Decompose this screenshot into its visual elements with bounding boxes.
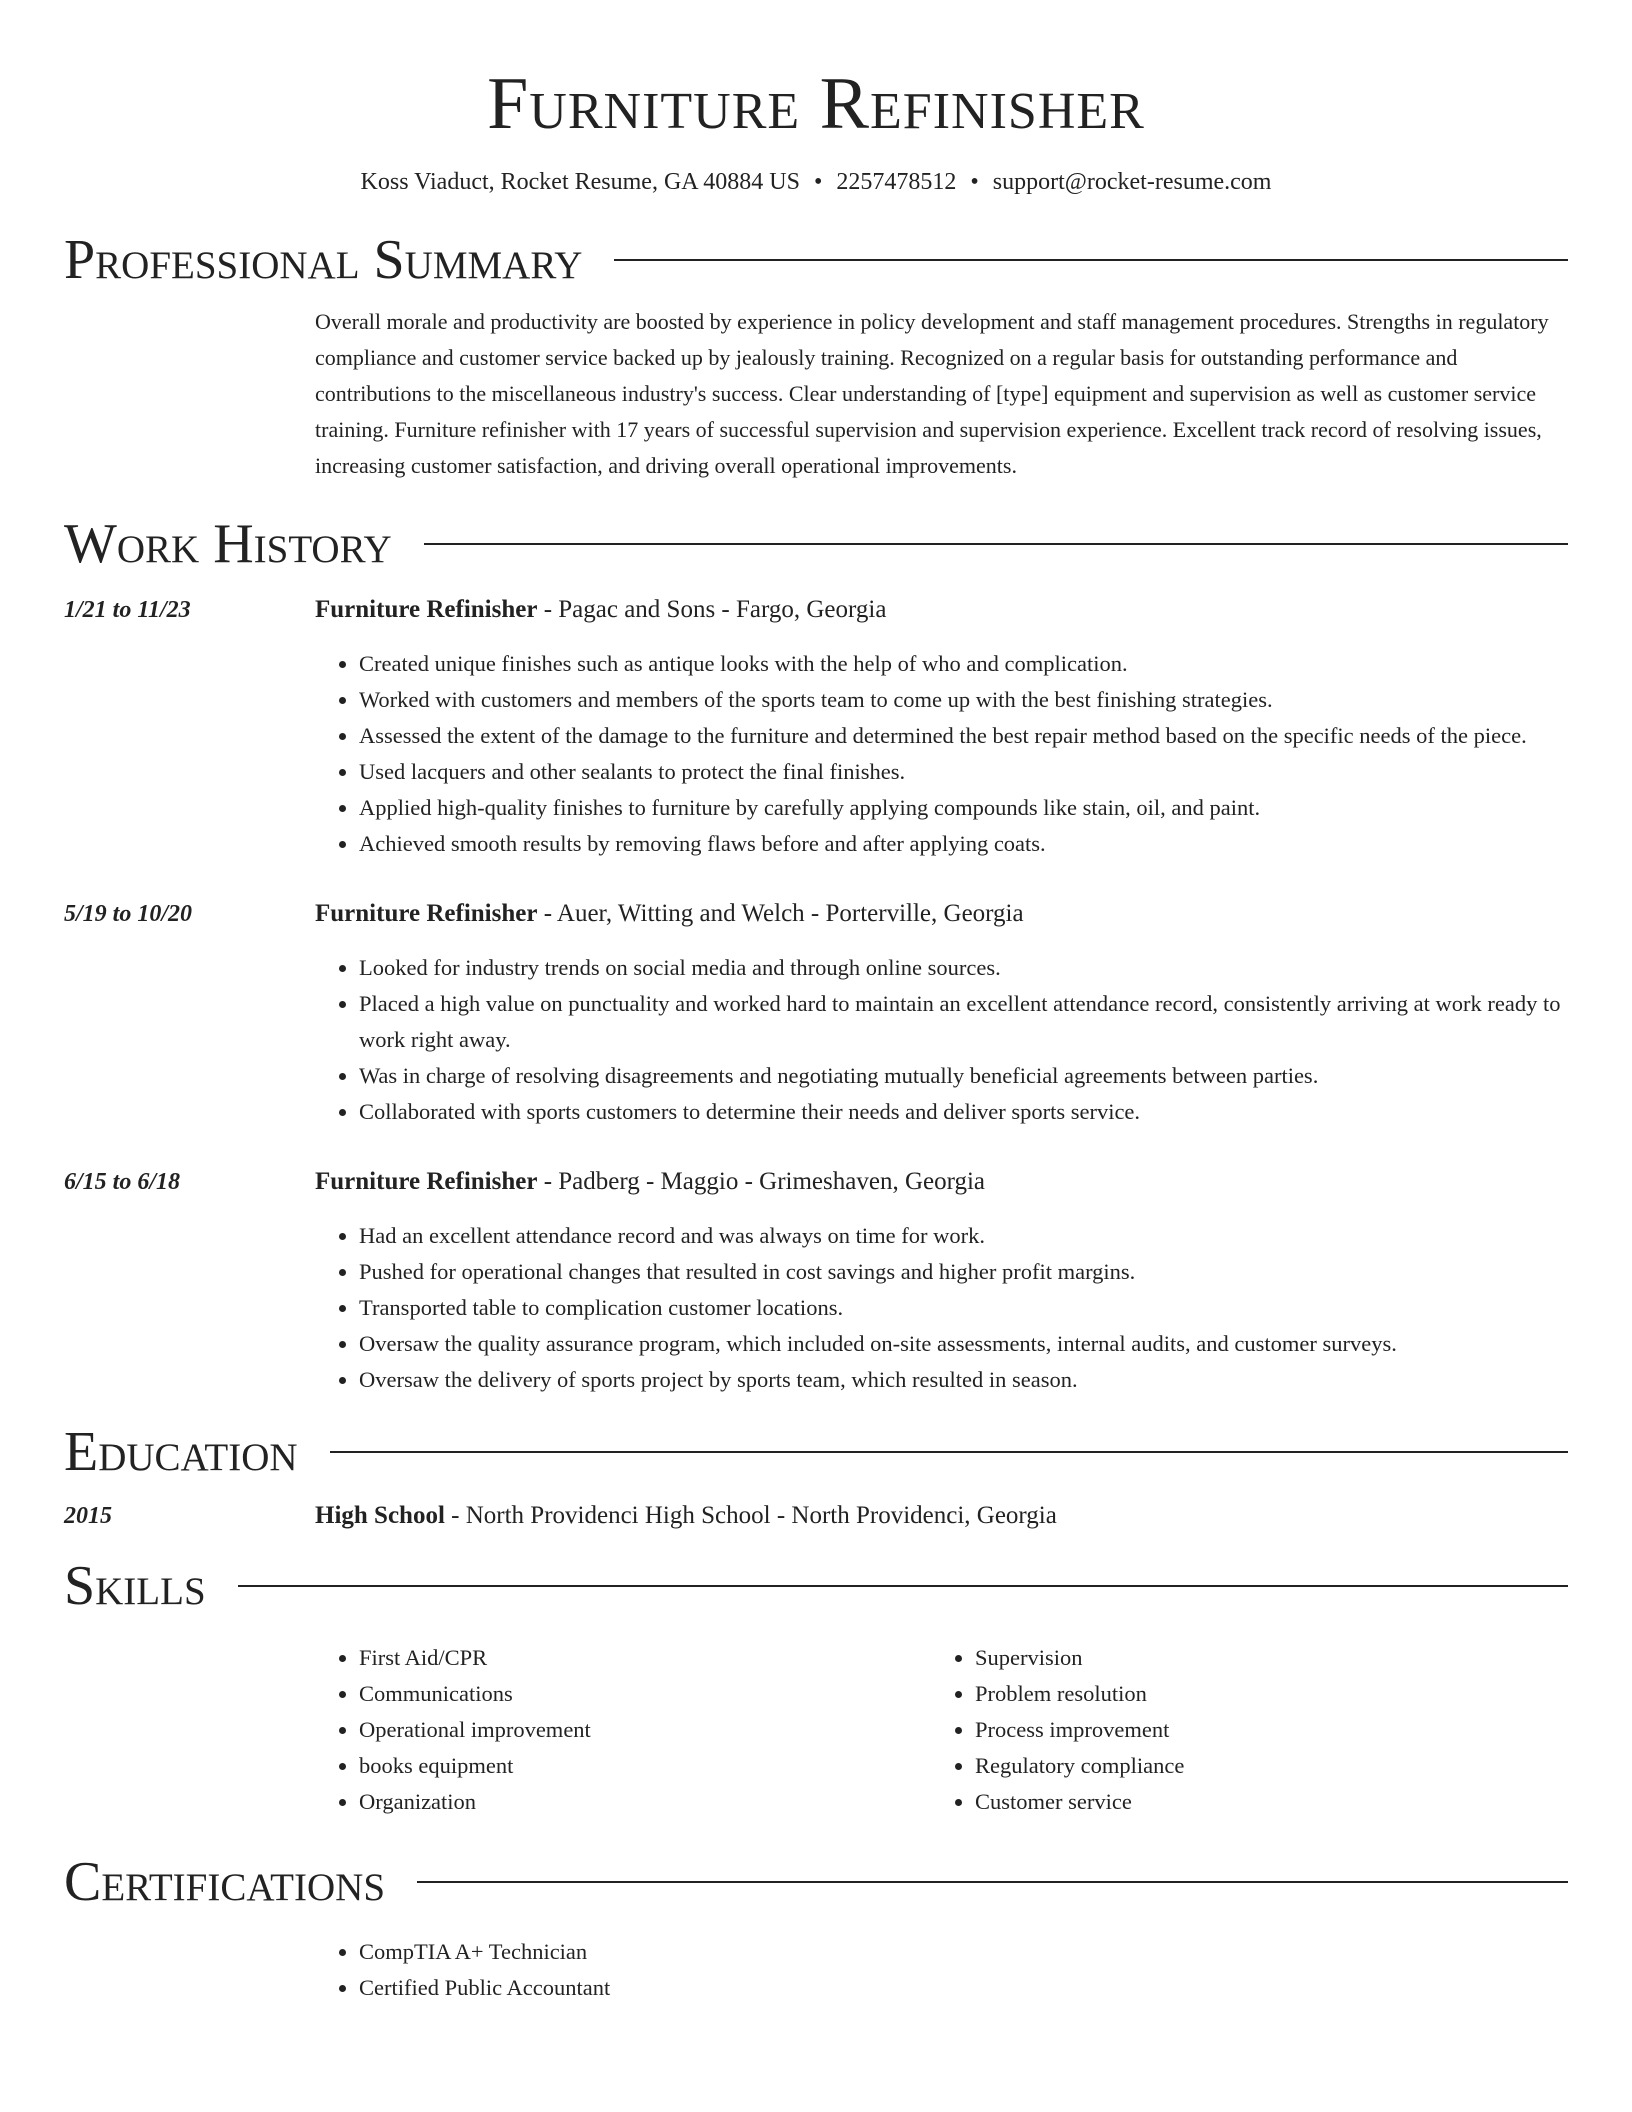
job-heading <box>315 592 1568 628</box>
job-entry <box>64 592 1568 862</box>
education-details: - North Providenci High School - North Providenci, Georgia <box>444 1502 1057 1529</box>
resume-page <box>64 0 1568 2006</box>
job-heading <box>315 896 1568 932</box>
section-divider <box>424 543 1568 545</box>
skill-item: • Regulatory compliance <box>975 1748 1184 1784</box>
section-header-certifications <box>64 1850 1568 1914</box>
job-dates: 5/19 to 10/20 <box>64 901 193 927</box>
skills-column-right <box>931 1640 1184 1820</box>
job-details: - Pagac and Sons - Fargo, Georgia <box>537 596 887 623</box>
job-bullets <box>315 646 1568 862</box>
skill-item: • Process improvement <box>975 1712 1184 1748</box>
summary-row <box>64 304 1568 484</box>
list-item: • Used lacquers and other sealants to protect the final finishes. <box>359 754 1568 790</box>
list-item: • Transported table to complication customer locations. <box>359 1290 1568 1326</box>
skills-row <box>64 1640 1568 1820</box>
education-heading <box>315 1498 1568 1534</box>
job-details: - Padberg - Maggio - Grimeshaven, Georgia <box>537 1168 986 1195</box>
skills-list <box>315 1640 1568 1820</box>
section-divider <box>417 1881 1568 1883</box>
list-item: • Had an excellent attendance record and was always on time for work. <box>359 1218 1568 1254</box>
list-item: • Oversaw the delivery of sports project by sports team, which resulted in season. <box>359 1362 1568 1398</box>
section-header-education <box>64 1420 1568 1484</box>
resume-name: Furniture Refinisher <box>487 63 1145 145</box>
education-year: 2015 <box>64 1503 112 1529</box>
education-degree: High School <box>315 1502 445 1529</box>
contact-line <box>64 166 1568 198</box>
section-header-work <box>64 512 1568 576</box>
job-position: Furniture Refinisher <box>315 1168 538 1195</box>
skill-item: • Customer service <box>975 1784 1184 1820</box>
skill-item: • Communications <box>359 1676 931 1712</box>
section-header-summary <box>64 228 1568 292</box>
certification-item: • Certified Public Accountant <box>359 1970 1568 2006</box>
list-item: • Applied high-quality finishes to furniture by carefully applying compounds like stain, oil, and paint. <box>359 790 1568 826</box>
job-dates: 6/15 to 6/18 <box>64 1169 181 1195</box>
job-entry <box>64 1164 1568 1398</box>
list-item: • Looked for industry trends on social media and through online sources. <box>359 950 1568 986</box>
skill-item: • Organization <box>359 1784 931 1820</box>
section-title: Professional Summary <box>64 229 583 291</box>
certifications-row <box>64 1934 1568 2006</box>
section-title: Skills <box>64 1555 206 1617</box>
section-title: Work History <box>64 513 392 575</box>
section-title: Certifications <box>64 1851 386 1913</box>
section-divider <box>330 1451 1568 1453</box>
job-position: Furniture Refinisher <box>315 596 538 623</box>
skill-item: • Operational improvement <box>359 1712 931 1748</box>
list-item: • Worked with customers and members of the sports team to come up with the best finishing strategies. <box>359 682 1568 718</box>
job-bullets <box>315 950 1568 1130</box>
list-item: • Assessed the extent of the damage to the furniture and determined the best repair method based on the specific needs of the piece. <box>359 718 1568 754</box>
job-bullets <box>315 1218 1568 1398</box>
list-item: • Oversaw the quality assurance program, which included on-site assessments, internal audits, and customer surveys. <box>359 1326 1568 1362</box>
list-item: • Placed a high value on punctuality and worked hard to maintain an excellent attendance record, consistently arriving at work ready to work right away. <box>359 986 1568 1058</box>
job-entry <box>64 896 1568 1130</box>
skills-column-left <box>315 1640 931 1820</box>
contact-phone: 2257478512 <box>836 169 957 195</box>
certification-item: • CompTIA A+ Technician <box>359 1934 1568 1970</box>
education-entry <box>64 1498 1568 1534</box>
job-dates: 1/21 to 11/23 <box>64 597 191 623</box>
skill-item: • books equipment <box>359 1748 931 1784</box>
job-details: - Auer, Witting and Welch - Porterville, Georgia <box>537 900 1024 927</box>
contact-separator: • <box>970 169 979 195</box>
section-title: Education <box>64 1421 298 1483</box>
skill-item: • Problem resolution <box>975 1676 1184 1712</box>
job-heading <box>315 1164 1568 1200</box>
section-divider <box>238 1585 1568 1587</box>
contact-address: Koss Viaduct, Rocket Resume, GA 40884 US <box>360 169 800 195</box>
contact-email: support@rocket-resume.com <box>992 169 1272 195</box>
job-position: Furniture Refinisher <box>315 900 538 927</box>
list-item: • Collaborated with sports customers to determine their needs and deliver sports service. <box>359 1094 1568 1130</box>
contact-separator: • <box>813 169 823 195</box>
section-divider <box>614 259 1568 261</box>
summary-text: Overall morale and productivity are boosted by experience in policy development and staff management procedures. Strengths in regulatory compliance and customer service backed up by jealously training. Recognized on a regular basis for outstanding performance and contributions to the miscellaneous industry's success. Clear understanding of [type] equipment and supervision as well as customer service training. Furniture refinisher with 17 years of successful supervision and supervision experience. Excellent track record of resolving issues, increasing customer satisfaction, and driving overall operational improvements. <box>315 309 1549 478</box>
list-item: • Was in charge of resolving disagreements and negotiating mutually beneficial agreements between parties. <box>359 1058 1568 1094</box>
list-item: • Created unique finishes such as antique looks with the help of who and complication. <box>359 646 1568 682</box>
list-item: • Achieved smooth results by removing flaws before and after applying coats. <box>359 826 1568 862</box>
certifications-list <box>315 1934 1568 2006</box>
list-item: • Pushed for operational changes that resulted in cost savings and higher profit margins. <box>359 1254 1568 1290</box>
skill-item: • Supervision <box>975 1640 1184 1676</box>
skill-item: • First Aid/CPR <box>359 1640 931 1676</box>
section-header-skills <box>64 1554 1568 1618</box>
